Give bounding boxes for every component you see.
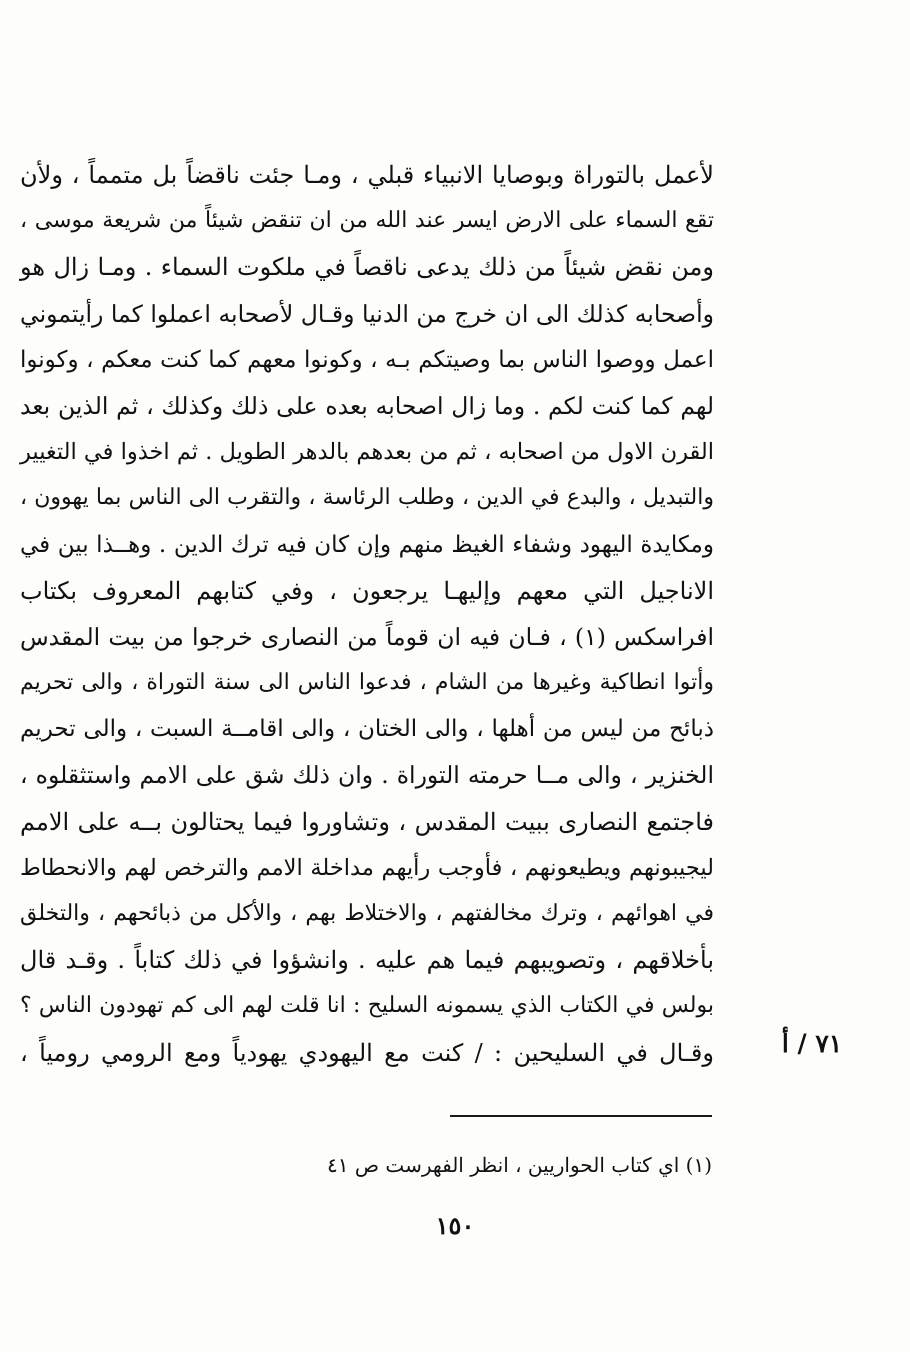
- text-line: تقع السماء على الارض ايسر عند الله من ان تنقض شيئاً من شريعة موسى ،: [20, 208, 714, 234]
- text-line: الاناجيل التي معهم وإليهـا يرجعون ، وفي كتابهم المعروف بكتاب: [20, 576, 714, 605]
- page-number: ١٥٠: [435, 1211, 475, 1240]
- footnote-separator: [450, 1115, 712, 1117]
- text-line: والتبديل ، والبدع في الدين ، وطلب الرئاسة ، والتقرب الى الناس بما يهوون ،: [20, 485, 714, 511]
- text-line: لأعمل بالتوراة وبوصايا الانبياء قبلي ، ومـا جئت ناقضاً بل متمماً ، ولأن: [20, 161, 714, 189]
- main-text-block: [20, 152, 714, 1076]
- text-line: ومكايدة اليهود وشفاء الغيظ منهم وإن كان فيه ترك الدين . وهــذا بين في: [20, 531, 714, 558]
- manuscript-folio-reference: ٧١ / أ: [781, 1029, 843, 1058]
- text-line: ومن نقض شيئاً من ذلك يدعى ناقصاً في ملكوت السماء . ومـا زال هو: [20, 253, 714, 282]
- text-line: بولس في الكتاب الذي يسمونه السليح : انا قلت لهم الى كم تهودون الناس ؟: [20, 993, 714, 1019]
- text-line: القرن الاول من اصحابه ، ثم من بعدهم بالدهر الطويل . ثم اخذوا في التغيير: [20, 439, 714, 466]
- text-line: فاجتمع النصارى ببيت المقدس ، وتشاوروا فيما يحتالون بــه على الامم: [20, 807, 714, 836]
- text-line: اعمل ووصوا الناس بما وصيتكم بـه ، وكونوا معهم كما كنت معكم ، وكونوا: [20, 346, 714, 373]
- text-line: افراسكس (١) ، فـان فيه ان قوماً من النصارى خرجوا من بيت المقدس: [20, 622, 715, 651]
- text-line: بأخلاقهم ، وتصويبهم فيما هم عليه . وانشؤوا في ذلك كتاباً . وقـد قال: [20, 946, 714, 975]
- text-line: وقـال في السليحين : / كنت مع اليهودي يهودياً ومع الرومي رومياً ،: [20, 1038, 714, 1067]
- text-line: ليجيبونهم ويطيعونهم ، فأوجب رأيهم مداخلة الامم والترخص لهم والانحطاط: [20, 854, 714, 881]
- text-line: لهم كما كنت لكم . وما زال اصحابه بعده على ذلك وكذلك ، ثم الذين بعد: [20, 391, 714, 420]
- text-line: وأتوا انطاكية وغيرها من الشام ، فدعوا الناس الى سنة التوراة ، والى تحريم: [20, 670, 714, 696]
- footnote: (١) اي كتاب الحواريين ، انظر الفهرست ص ٤١: [327, 1153, 712, 1177]
- text-line: في اهوائهم ، وترك مخالفتهم ، والاختلاط بهم ، والأكل من ذبائحهم ، والتخلق: [20, 901, 714, 926]
- text-line: ذبائح من ليس من أهلها ، والى الختان ، والى اقامــة السبت ، والى تحريم: [20, 716, 714, 743]
- text-line: الخنزير ، والى مــا حرمته التوراة . وان ذلك شق على الامم واستثقلوه ،: [20, 761, 714, 790]
- text-line: وأصحابه كذلك الى ان خرج من الدنيا وقـال لأصحابه اعملوا كما رأيتموني: [20, 299, 714, 328]
